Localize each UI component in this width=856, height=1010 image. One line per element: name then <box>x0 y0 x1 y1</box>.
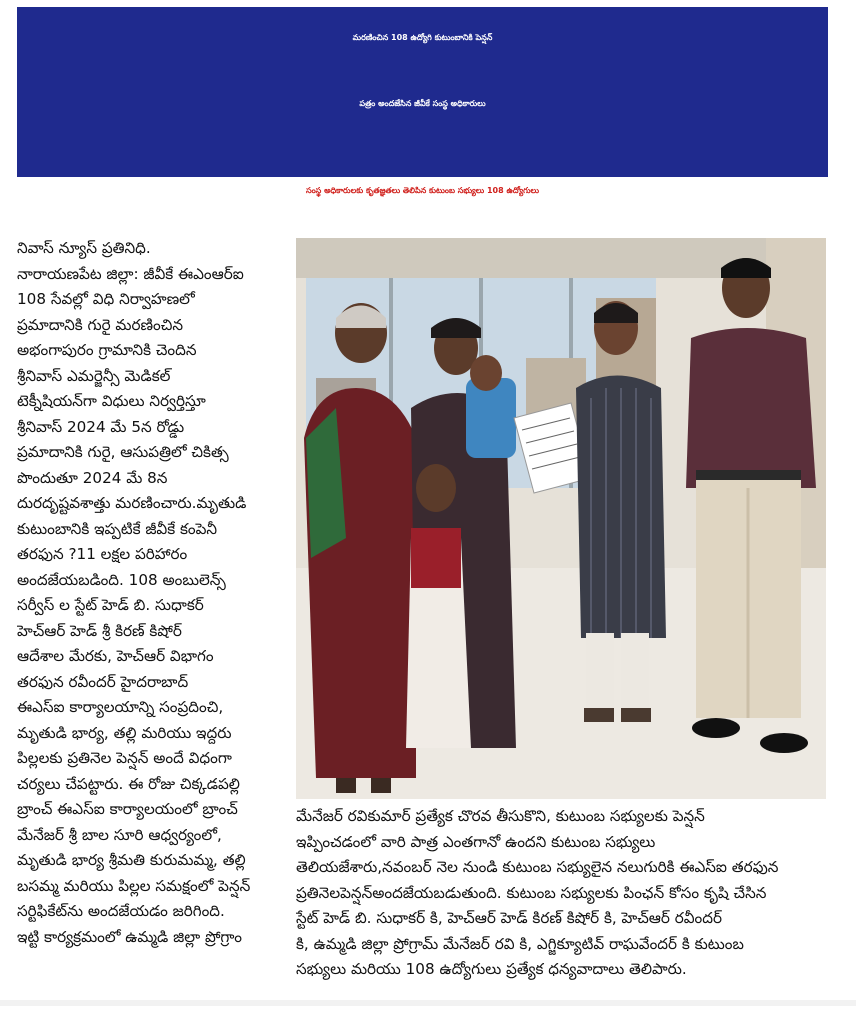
body-line: సర్వీస్ ల స్టేట్ హెడ్ బి. సుధాకర్ <box>17 596 204 614</box>
body-line: తెలియజేశారు,నవంబర్ నెల నుండి కుటుంబ సభ్యులైన నలుగురికి ఈఎస్ఐ తరఫున <box>296 858 779 876</box>
body-line: పొందుతూ 2024 మే 8న <box>17 468 168 487</box>
body-line: బ్రాంచ్ ఈఎస్ఐ కార్యాలయంలో బ్రాంచ్ <box>17 800 238 818</box>
body-line: అందజేయబడింది. 108 అంబులెన్స్ <box>17 570 226 589</box>
photo-illustration <box>296 238 826 799</box>
news-photo <box>296 238 826 799</box>
headline-line-1: మరణించిన 108 ఉద్యోగి కుటుంబానికి పెన్షన్ <box>352 33 493 42</box>
body-line: స్టేట్ హెడ్ బి. సుధాకర్ కి, హెచ్ఆర్ హెడ్ కిరణ్ కిషోర్ కి, హెచ్ఆర్ రవీందర్ <box>296 909 722 927</box>
body-line: ఈఎస్ఐ కార్యాలయాన్ని సంప్రదించి, <box>17 698 224 716</box>
body-line: కుటుంబానికి ఇప్పటికే జీవీకే కంపెనీ <box>17 519 218 538</box>
body-line: ఆదేశాల మేరకు, హెచ్ఆర్ విభాగం <box>17 647 214 665</box>
body-line: ప్రమాదానికి గురై మరణించిన <box>17 315 184 334</box>
body-line: మేనేజర్ శ్రీ బాల సూరి ఆధ్వర్యంలో, <box>17 825 222 844</box>
page-bottom-strip <box>0 1000 856 1006</box>
body-line: టెక్నీషియన్‌గా విధులు నిర్వర్తిస్తూ <box>17 392 206 410</box>
body-line: 108 సేవల్లో విధి నిర్వాహణలో <box>17 290 195 308</box>
body-line: నారాయణపేట జిల్లా: జీవీకే ఈఎంఆర్ఐ <box>17 264 244 283</box>
headline-line-2: పత్రం అందజేసిన జీవీకే సంస్థ అధికారులు <box>359 99 486 108</box>
body-line: మృతుడి భార్య శ్రీమతి కురుమమ్మ, తల్లి <box>17 851 246 869</box>
body-line: ఇట్టి కార్యక్రమంలో ఉమ్మడి జిల్లా ప్రోగ్రాం <box>17 927 242 946</box>
body-line: చర్యలు చేపట్టారు. ఈ రోజు చిక్కడపల్లి <box>17 774 240 793</box>
body-line: తరఫున ?11 లక్షల పరిహారం <box>17 545 188 563</box>
body-line: హెచ్ఆర్ హెడ్ శ్రీ కిరణ్ కిషోర్ <box>17 621 182 640</box>
article-body-column <box>17 236 289 950</box>
body-line: సభ్యులు మరియు 108 ఉద్యోగులు ప్రత్యేక ధన్యవాదాలు తెలిపారు. <box>296 960 687 978</box>
body-line: తరఫున రవీందర్ హైదరాబాద్ <box>17 672 189 691</box>
body-line: ఇప్పించడంలో వారి పాత్ర ఎంతగానో ఉందని కుటుంబ సభ్యులు <box>296 832 656 851</box>
body-line: మేనేజర్ రవికుమార్ ప్రత్యేక చొరవ తీసుకొని, కుటుంబ సభ్యులకు పెన్షన్ <box>296 807 705 825</box>
body-line: పిల్లలకు ప్రతినెల పెన్షన్ అందే విధంగా <box>17 749 232 767</box>
body-line: సర్టిఫికేట్‌ను అందజేయడం జరిగింది. <box>17 902 225 920</box>
body-line: శ్రీనివాస్ ఎమర్జెన్సీ మెడికల్ <box>17 366 171 385</box>
subheadline: సంస్థ అధికారులకు కృతజ్ఞతలు తెలిపిన కుటుంబ సభ్యులు 108 ఉద్యోగులు <box>306 186 539 195</box>
body-line: ప్రమాదానికి గురై, ఆసుపత్రిలో చికిత్స <box>17 443 229 461</box>
body-line: నివాస్ న్యూస్ ప్రతినిధి. <box>17 239 151 257</box>
body-line: కి, ఉమ్మడి జిల్లా ప్రోగ్రామ్ మేనేజర్ రవి కి, ఎగ్జిక్యూటివ్ రాఘవేందర్ కి కుటుంబ <box>296 934 744 953</box>
body-line: అభంగాపురం గ్రామానికి చెందిన <box>17 341 197 359</box>
body-line: శ్రీనివాస్ 2024 మే 5న రోడ్డు <box>17 417 185 436</box>
body-line: మృతుడి భార్య, తల్లి మరియు ఇద్దరు <box>17 723 232 742</box>
body-line: దురదృష్టవశాత్తు మరణించారు.మృతుడి <box>17 494 247 512</box>
body-line: బసమ్మ మరియు పిల్లల సమక్షంలో పెన్షన్ <box>17 876 251 895</box>
headline-banner <box>17 7 828 177</box>
article-body-wide <box>296 804 836 983</box>
body-line: ప్రతినెలపెన్షన్‌అందజేయబడుతుంది. కుటుంబ సభ్యులకు పింఛన్ కోసం కృషి చేసిన <box>296 883 767 902</box>
